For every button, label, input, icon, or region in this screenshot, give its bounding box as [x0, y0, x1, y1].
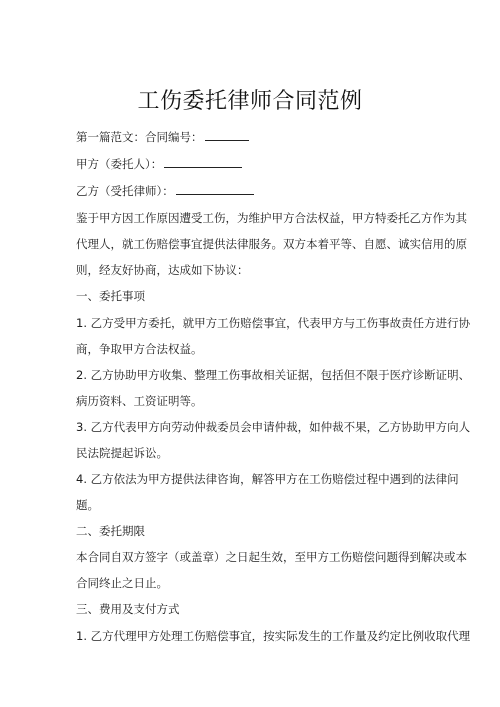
contract-number-label: 第一篇范文：合同编号： — [76, 130, 203, 144]
clause-line: 3. 乙方代表甲方向劳动仲裁委员会申请仲裁，如仲裁不果，乙方协助甲方向人 — [76, 420, 471, 434]
intro-line: 则，经友好协商，达成如下协议： — [76, 263, 249, 277]
clause-line: 1. 乙方代理甲方处理工伤赔偿事宜，按实际发生的工作量及约定比例收取代理 — [76, 629, 471, 643]
party-a-line — [76, 156, 436, 172]
contract-number-line — [76, 129, 436, 145]
section-heading: 二、委托期限 — [76, 524, 145, 538]
clause-line: 商，争取甲方合法权益。 — [76, 342, 203, 356]
party-b-blank[interactable] — [176, 183, 254, 195]
intro-line: 鉴于甲方因工作原因遭受工伤，为维护甲方合法权益，甲方特委托乙方作为其 — [76, 211, 467, 225]
clause-line: 本合同自双方签字（或盖章）之日起生效，至甲方工伤赔偿问题得到解决或本 — [76, 550, 467, 564]
clause-line: 题。 — [76, 498, 99, 512]
clause-line: 2. 乙方协助甲方收集、整理工伤事故相关证据，包括但不限于医疗诊断证明、 — [76, 368, 471, 382]
section-heading: 三、费用及支付方式 — [76, 602, 180, 616]
contract-number-blank[interactable] — [205, 129, 249, 141]
intro-line: 代理人，就工伤赔偿事宜提供法律服务。双方本着平等、自愿、诚实信用的原 — [76, 237, 467, 251]
clause-line: 民法院提起诉讼。 — [76, 446, 168, 460]
party-a-blank[interactable] — [164, 156, 242, 168]
document-title: 工伤委托律师合同范例 — [137, 89, 363, 114]
clause-line: 4. 乙方依法为甲方提供法律咨询，解答甲方在工伤赔偿过程中遇到的法律问 — [76, 472, 459, 486]
party-a-label: 甲方（委托人）： — [76, 157, 163, 171]
clause-line: 合同终止之日止。 — [76, 576, 168, 590]
clause-line: 病历资料、工资证明等。 — [76, 394, 203, 408]
party-b-line — [76, 183, 436, 199]
clause-line: 1. 乙方受甲方委托，就甲方工伤赔偿事宜，代表甲方与工伤事故责任方进行协 — [76, 316, 471, 330]
section-heading: 一、委托事项 — [76, 289, 145, 303]
party-b-label: 乙方（受托律师）： — [76, 184, 174, 198]
